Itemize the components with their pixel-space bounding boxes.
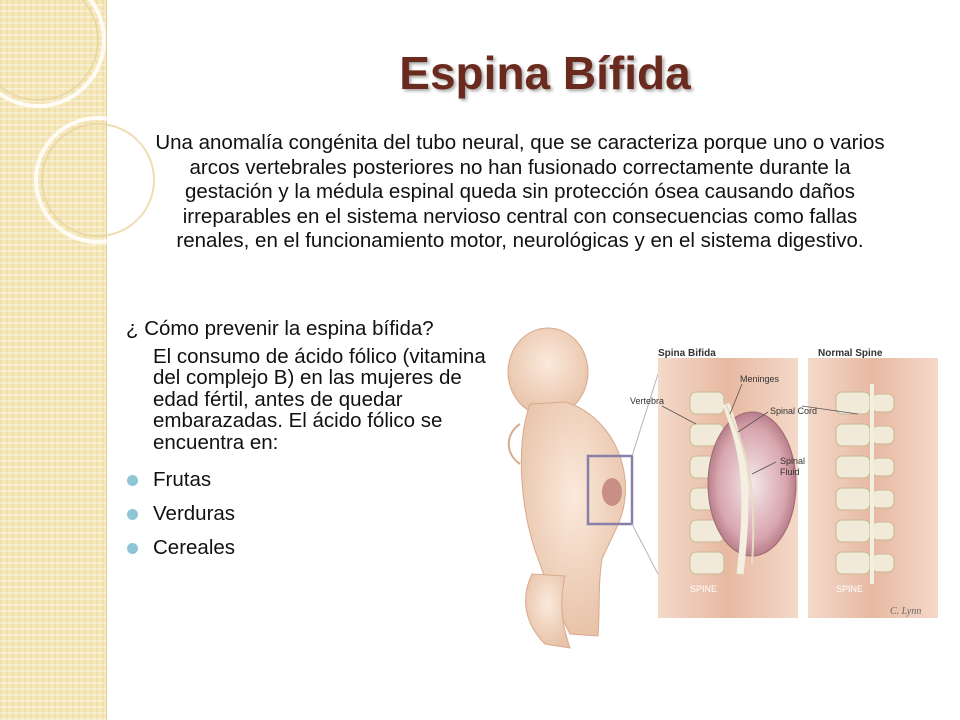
intro-paragraph: Una anomalía congénita del tubo neural, que se caracteriza porque uno o varios arcos vertebrales posteriores no han fusionado correctamente durante la gestación y la médula espinal queda sin protección ósea causando daños irreparables en el sistema nervioso central con consecuencias como fallas renales, en el funcionamiento motor, neurológicas y en el sistema digestivo. (155, 131, 885, 252)
spina-bifida-illustration (490, 314, 950, 670)
bullet-item (126, 463, 486, 497)
label-normal-spine: Normal Spine (818, 348, 883, 359)
baby-figure (508, 328, 632, 648)
bullet-text: Frutas (153, 468, 212, 491)
slide-title: Espina Bífida (399, 47, 691, 99)
label-spine-right: SPINE (836, 584, 864, 594)
bullet-item (126, 497, 486, 531)
spina-bifida-diagram (658, 358, 798, 618)
bullet-icon (127, 509, 138, 520)
label-spine-left: SPINE (690, 584, 718, 594)
bullet-list (126, 463, 486, 565)
prevention-question: ¿ Cómo prevenir la espina bífida? (126, 317, 434, 340)
bullet-text: Verduras (153, 502, 236, 525)
bullet-text: Cereales (153, 536, 236, 559)
normal-spine-diagram (808, 358, 938, 618)
label-spina-bifida: Spina Bifida (658, 348, 716, 359)
label-vertebra: Vertebra (630, 396, 665, 406)
content-body (126, 318, 486, 565)
label-meninges: Meninges (740, 374, 780, 384)
artist-signature: C. Lynn (890, 606, 922, 617)
bullet-icon (127, 475, 138, 486)
label-spinal-cord: Spinal Cord (770, 406, 818, 416)
label-spinal: Spinal (780, 456, 806, 466)
prevention-answer: El consumo de ácido fólico (vitamina del complejo B) en las mujeres de edad fértil, antes de quedar embarazadas. El ácido fólico se encuentra en: (153, 344, 486, 454)
bullet-item (126, 531, 486, 565)
label-fluid: Fluid (780, 467, 800, 477)
bullet-icon (127, 543, 138, 554)
